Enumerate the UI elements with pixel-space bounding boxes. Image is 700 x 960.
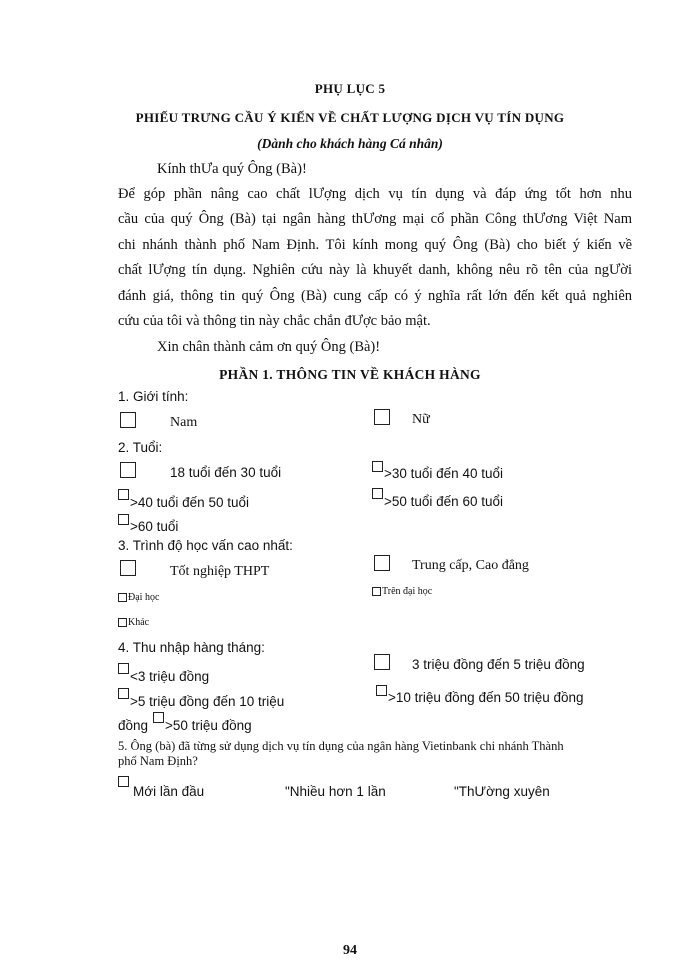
question-gender: 1. Giới tính: xyxy=(118,389,189,404)
option-edu-postgrad: Trên đại học xyxy=(382,586,433,597)
checkbox-edu-highschool[interactable] xyxy=(120,560,136,576)
checkbox-age-over-60[interactable] xyxy=(118,514,129,525)
checkbox-edu-university[interactable] xyxy=(118,593,127,602)
option-income-5-10: >5 triệu đồng đến 10 triệu xyxy=(130,694,285,709)
checkbox-edu-other[interactable] xyxy=(118,618,127,627)
option-usage-multiple[interactable]: "Nhiều hơn 1 lần xyxy=(285,784,386,799)
appendix-label: PHỤ LỤC 5 xyxy=(314,81,386,96)
intro-line: Để góp phần nâng cao chất lƯợng dịch vụ tín dụng và đáp ứng tốt hơn nhu xyxy=(118,186,632,202)
greeting: Kính thƯa quý Ông (Bà)! xyxy=(157,161,307,177)
intro-line: đánh giá, thông tin quý Ông (Bà) cung cấp có ý nghĩa rất lớn đến kết quả nghiên xyxy=(118,288,632,304)
thanks-line: Xin chân thành cảm ơn quý Ông (Bà)! xyxy=(157,339,381,355)
option-age-18-30: 18 tuổi đến 30 tuổi xyxy=(170,465,282,480)
option-edu-other: Khác xyxy=(128,617,150,628)
intro-line: chất lƯợng tín dụng. Nghiên cứu này là khuyết danh, không nêu rõ tên của ngƯời xyxy=(118,262,632,278)
checkbox-income-under-3[interactable] xyxy=(118,663,129,674)
option-female: Nữ xyxy=(412,412,430,427)
section-title: PHẦN 1. THÔNG TIN VỀ KHÁCH HÀNG xyxy=(219,367,481,382)
checkbox-edu-postgrad[interactable] xyxy=(372,587,381,596)
option-age-30-40: >30 tuổi đến 40 tuổi xyxy=(384,466,503,481)
question-usage-cont: phố Nam Định? xyxy=(118,754,198,768)
question-education: 3. Trình độ học vấn cao nhất: xyxy=(118,538,293,553)
checkbox-edu-college[interactable] xyxy=(374,555,390,571)
checkbox-female[interactable] xyxy=(374,409,390,425)
option-income-10-50: >10 triệu đồng đến 50 triệu đồng xyxy=(388,690,584,705)
option-edu-college: Trung cấp, Cao đẳng xyxy=(412,558,529,573)
intro-line: cứu của tôi và thông tin này chắc chắn đƯợc bảo mật. xyxy=(118,313,431,329)
question-usage: 5. Ông (bà) đã từng sử dụng dịch vụ tín dụng của ngân hàng Vietinbank chi nhánh Thành xyxy=(118,739,564,753)
option-usage-first: Mới lần đầu xyxy=(133,784,205,799)
checkbox-income-3-5[interactable] xyxy=(374,654,390,670)
intro-line: chi nhánh thành phố Nam Định. Tôi kính mong quý Ông (Bà) cho biết ý kiến về xyxy=(118,237,632,253)
option-edu-highschool: Tốt nghiệp THPT xyxy=(170,564,270,579)
option-income-wrap: đồng xyxy=(118,718,149,733)
intro-line: cầu của quý Ông (Bà) tại ngân hàng thƯơng mại cổ phần Công thƯơng Việt Nam xyxy=(118,211,632,227)
option-edu-university: Đại học xyxy=(128,592,160,603)
form-title: PHIẾU TRƯNG CẦU Ý KIẾN VỀ CHẤT LƯỢNG DỊCH VỤ TÍN DỤNG xyxy=(135,110,565,125)
option-age-over-60: >60 tuổi xyxy=(130,519,179,534)
option-male: Nam xyxy=(170,415,198,430)
checkbox-age-18-30[interactable] xyxy=(120,462,136,478)
checkbox-age-30-40[interactable] xyxy=(372,461,383,472)
option-income-over-50: >50 triệu đồng xyxy=(165,718,252,733)
option-income-under-3: <3 triệu đồng xyxy=(130,669,210,684)
checkbox-income-5-10[interactable] xyxy=(118,688,129,699)
checkbox-usage-first[interactable] xyxy=(118,776,129,787)
checkbox-male[interactable] xyxy=(120,412,136,428)
checkbox-income-10-50[interactable] xyxy=(376,685,387,696)
page-number: 94 xyxy=(343,943,357,958)
question-income: 4. Thu nhập hàng tháng: xyxy=(118,640,265,655)
option-age-40-50: >40 tuổi đến 50 tuổi xyxy=(130,495,249,510)
option-income-3-5: 3 triệu đồng đến 5 triệu đồng xyxy=(412,657,585,672)
question-age: 2. Tuổi: xyxy=(118,440,163,455)
option-usage-regular[interactable]: "ThƯờng xuyên xyxy=(454,784,550,799)
checkbox-income-over-50[interactable] xyxy=(153,712,164,723)
checkbox-age-50-60[interactable] xyxy=(372,488,383,499)
checkbox-age-40-50[interactable] xyxy=(118,489,129,500)
form-subtitle: (Dành cho khách hàng Cá nhân) xyxy=(257,136,443,151)
option-age-50-60: >50 tuổi đến 60 tuổi xyxy=(384,494,503,509)
